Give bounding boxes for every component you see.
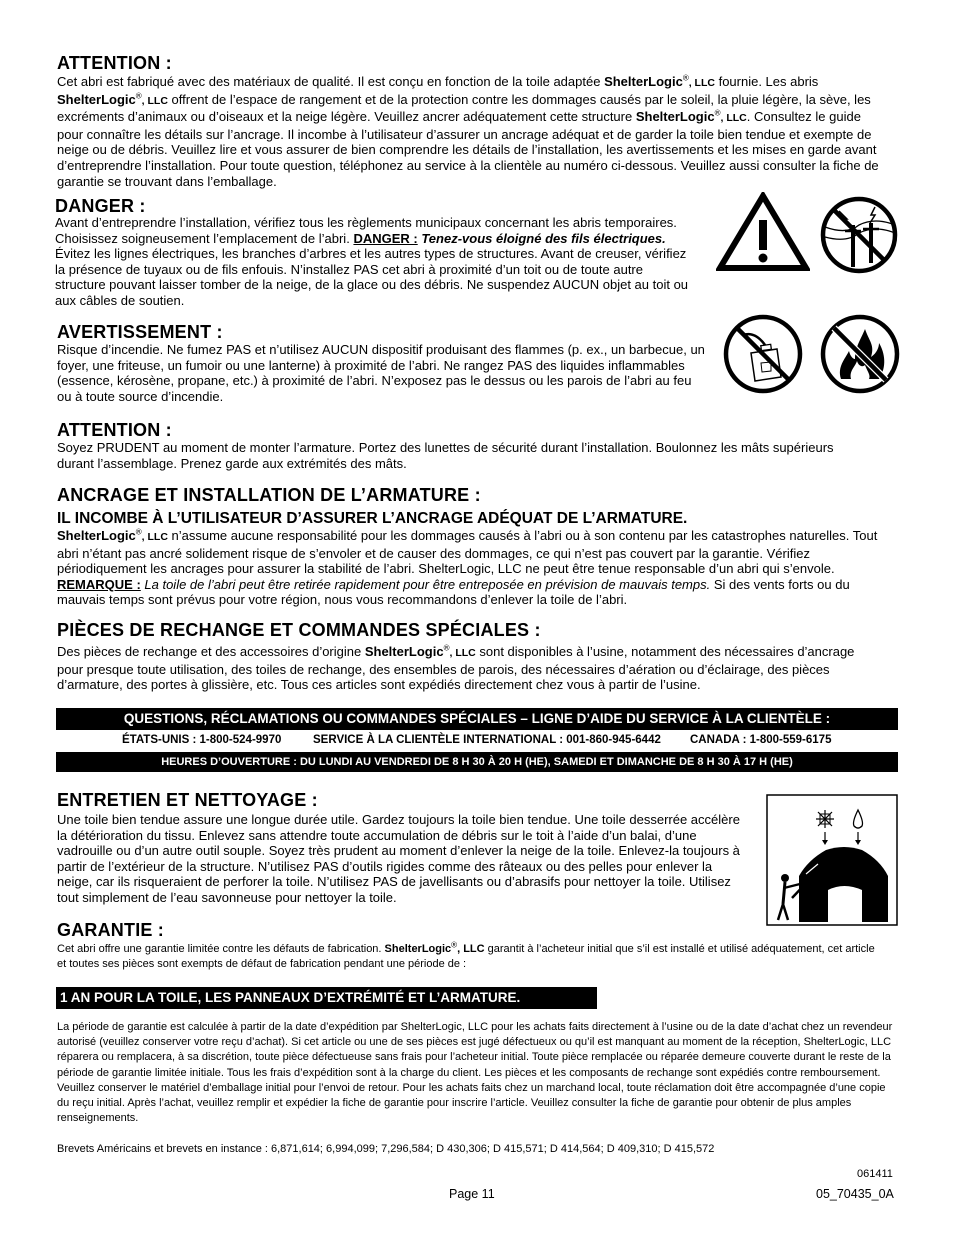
ancrage-heading: ANCRAGE ET INSTALLATION DE L’ARMATURE : bbox=[57, 485, 481, 505]
hours-bar: HEURES D’OUVERTURE : DU LUNDI AU VENDREDI DE 8 H 30 À 20 H (HE), SAMEDI ET DIMANCHE DE 8 H 30 À 17 H (HE) bbox=[56, 752, 898, 772]
avertissement-heading: AVERTISSEMENT : bbox=[57, 322, 223, 342]
attention-heading: ATTENTION : bbox=[57, 53, 172, 73]
phone-canada: CANADA : 1-800-559-6175 bbox=[690, 734, 832, 746]
pieces-heading: PIÈCES DE RECHANGE ET COMMANDES SPÉCIALES : bbox=[57, 620, 541, 640]
garantie-heading: GARANTIE : bbox=[57, 920, 164, 940]
no-power-lines-icon bbox=[819, 195, 899, 275]
no-fire-icon bbox=[819, 313, 901, 395]
avertissement-paragraph: Risque d’incendie. Ne fumez PAS et n’utilisez AUCUN dispositif produisant des flammes (p. ex., un barbecue, un foyer, une friteuse, un fumoir ou une lanterne) à proximité de l’abri. Ne rangez PAS des liquides inflammables (essence, kérosène, propane, etc.) à proximité de l’abri. N’exposez pas le dessus ou les parois de l’abri au feu ou à toute source d’incendie. bbox=[57, 342, 705, 404]
page-number: Page 11 bbox=[449, 1187, 495, 1201]
garantie-term-bar: 1 AN POUR LA TOILE, LES PANNEAUX D’EXTRÉMITÉ ET L’ARMATURE. bbox=[56, 987, 597, 1009]
pieces-paragraph: Des pièces de rechange et des accessoires d’origine ShelterLogic®, LLC sont disponibles à l’usine, notamment des nécessaires d’ancrage pour presque toute utilisation, des toiles de rechange, des ensembles de parois, des nécessaires d’aération ou d’éclairage, des pièces d’armature, des portes à glissière, etc. Tous ces articles sont expédiés directement chez vous à partir de l’usine. bbox=[57, 643, 855, 693]
phone-us: ÉTATS-UNIS : 1-800-524-9970 bbox=[122, 734, 282, 746]
danger-paragraph: Avant d’entreprendre l’installation, vérifiez tous les règlements municipaux concernant les abris temporaires. Choisissez soigneusement l’emplacement de l’abri. DANGER : Tenez-vous éloigné des fils électriques. Évitez les lignes électriques, les branches d’arbres et les autres types de structures. Avant de creuser, vérifiez la présence de tuyaux ou de fils enfouis. N’installez PAS cet abri à proximité d’un toit ou de toute autre structure pouvant laisser tomber de la neige, de la glace ou des débris. Ne suspendez AUCUN objet au toit ou aux câbles de soutien. bbox=[55, 215, 689, 308]
document-number: 05_70435_0A bbox=[816, 1187, 894, 1201]
ancrage-subheading: IL INCOMBE À L’UTILISATEUR D’ASSURER L’ANCRAGE ADÉQUAT DE L’ARMATURE. bbox=[57, 510, 688, 527]
garantie-paragraph: Cet abri offre une garantie limitée contre les défauts de fabrication. ShelterLogic®, LLC garantit à l’acheteur initial que s’il est installé et utilisé adéquatement, cet article et toutes ses pièces sont exempts de défaut de fabrication pendant une période de : bbox=[57, 940, 875, 971]
attention-2-paragraph: Soyez PRUDENT au moment de monter l’armature. Portez des lunettes de sécurité durant l’installation. Boulonnez les mâts supérieurs durant l’assemblage. Prenez garde aux extrémités des mâts. bbox=[57, 440, 834, 471]
garantie-details-paragraph: La période de garantie est calculée à partir de la date d’expédition par ShelterLogic, LLC pour les achats faits directement à l’usine ou de la date d’achat chez un revendeur autorisé (veuillez conserver votre reçu d’achat). Si cet article ou une de ses pièces est jugé défectueux ou qu’il est manquant au moment de la réception, ShelterLogic, LLC réparera ou remplacera, à sa discrétion, toute pièce défectueuse sans frais pour l’acheteur initial. Toute pièce remplacée ou réparée demeure couverte durant le reste de la période de garantie limitée initiale. Tous les frais d’expédition sont à la charge du client. Les pièces et les composants de rechange sont expédiés contre remboursement. Veuillez conserver le matériel d’emballage initial pour l’envoi de retour. Pour les achats faits chez un marchand local, toute réclamation doit être accompagnée d’une copie du reçu initial. Après l’achat, veuillez remplir et expédier la fiche de garantie pour inscrire l’article. Veuillez consulter la fiche de garantie pour obtenir de plus amples renseignements. bbox=[57, 1021, 893, 1125]
attention-2-heading: ATTENTION : bbox=[57, 420, 172, 440]
entretien-paragraph: Une toile bien tendue assure une longue durée utile. Gardez toujours la toile bien tendue. Une toile desserrée accélère la détérioration du tissu. Enlevez sans attendre toute accumulation de débris sur le toit à l’aide d’un balai, d’une vadrouille ou d’un autre outil souple. Soyez très prudent au moment d’enlever la neige de la toile. Enlevez-la toujours à partir de l’extérieur de la structure. N’utilisez PAS d’outils rigides comme des râteaux ou des pelles pour enlever la neige, car ils risqueraient de perforer la toile. N’utilisez PAS de javellisants ou d’abrasifs pour nettoyer la toile. Utilisez tout simplement de l’eau savonneuse pour nettoyer la toile. bbox=[57, 812, 740, 905]
entretien-heading: ENTRETIEN ET NETTOYAGE : bbox=[57, 790, 318, 810]
ancrage-paragraph: ShelterLogic®, LLC n’assume aucune responsabilité pour les dommages causés à l’abri ou à son contenu par les catastrophes naturelles. Tout abri n’étant pas ancré solidement risque de s’envoler et de causer des dommages, ce qui n’est pas couvert par la garantie. Vérifiez périodiquement les ancrages pour assurer la stabilité de l’abri. ShelterLogic, LLC ne peut être tenue responsable d’un abri qui s’envole. REMARQUE : La toile de l’abri peut être retirée rapidement pour être entreposée en prévision de mauvais temps. Si des vents forts ou du mauvais temps sont prévus pour votre région, nous vous recommandons d’enlever la toile de l’abri. bbox=[57, 527, 878, 608]
helpline-title-bar: QUESTIONS, RÉCLAMATIONS OU COMMANDES SPÉCIALES – LIGNE D’AIDE DU SERVICE À LA CLIENTÈLE : bbox=[56, 708, 898, 730]
no-fuel-can-icon bbox=[721, 313, 805, 395]
phone-international: SERVICE À LA CLIENTÈLE INTERNATIONAL : 001-860-945-6442 bbox=[313, 734, 661, 746]
shelter-snow-cleaning-illustration bbox=[766, 794, 898, 926]
danger-heading: DANGER : bbox=[55, 196, 146, 216]
doc-date-code: 061411 bbox=[857, 1168, 893, 1180]
attention-paragraph: Cet abri est fabriqué avec des matériaux de qualité. Il est conçu en fonction de la toile adaptée ShelterLogic®, LLC fournie. Les abris ShelterLogic®, LLC offrent de l’espace de rangement et de la protection contre les dommages causés par le soleil, la pluie légère, la sève, les excréments d’animaux ou d’oiseaux et la neige légère. Veuillez ancrer adéquatement cette structure ShelterLogic®, LLC. Consultez le guide pour connaître les détails sur l’ancrage. Il incombe à l’utilisateur d’assurer un ancrage adéquat et de garder la toile bien tendue et exempte de neige ou de débris. Veuillez lire et vous assurer de bien comprendre les détails de l’installation, les avertissements et les mises en garde avant d’entreprendre l’installation. Pour toute question, téléphonez au service à la clientèle au numéro ci-dessous. Veuillez aussi consulter la fiche de garantie se trouvant dans l’emballage. bbox=[57, 73, 879, 189]
patents-line: Brevets Américains et brevets en instance : 6,871,614; 6,994,099; 7,296,584; D 430,306; D 415,571; D 414,564; D 409,310; D 415,572 bbox=[57, 1143, 715, 1155]
warning-triangle-icon bbox=[716, 192, 810, 272]
